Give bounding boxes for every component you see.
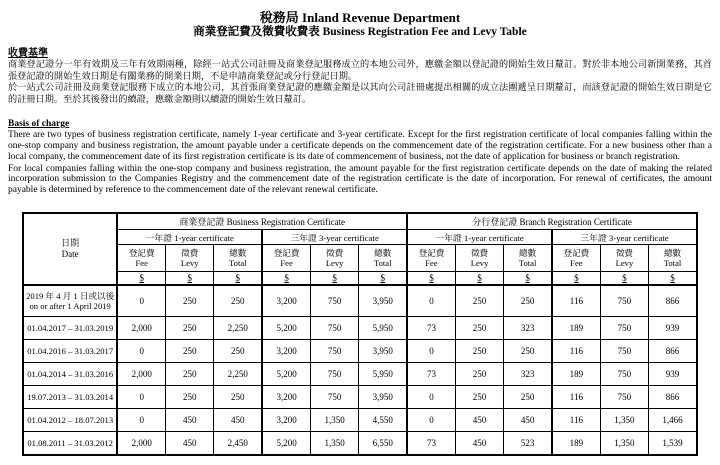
value-cell: 450 [455,432,503,456]
value-cell: 2,250 [214,317,262,340]
column-header-zh: 徵費 [181,247,199,258]
table-row [23,409,697,432]
value-cell: 116 [552,409,600,432]
column-header-en: Total [518,258,537,269]
date-cell-line2: on or after 1 April 2019 [29,301,111,312]
column-header-en: Total [229,258,247,269]
currency-symbol: $ [477,273,482,284]
currency-symbol: $ [574,273,579,284]
table-head [23,213,697,285]
value-cell: 750 [311,340,359,363]
value-cell: 750 [600,363,648,386]
value-cell: 750 [311,285,359,317]
currency-symbol-cell [311,272,359,286]
basis-heading-zh: 收費基準 [8,48,48,59]
column-header-zh: 總數 [518,247,537,258]
value-cell: 0 [407,386,455,409]
currency-symbol-cell [552,272,600,286]
value-cell: 0 [117,409,165,432]
table-row [23,363,697,386]
column-header-en: Levy [325,258,344,269]
value-cell: 323 [504,363,552,386]
value-cell: 750 [600,285,648,317]
group-header-business: 商業登記證 Business Registration Certificate [117,213,407,230]
column-header [117,245,165,272]
value-cell: 450 [214,409,262,432]
value-cell: 866 [649,340,697,363]
value-cell: 250 [455,317,503,340]
column-header-en: Fee [135,258,148,269]
table-row [23,386,697,409]
column-header [504,245,552,272]
header-row-columns [23,245,697,272]
table-row [23,317,697,340]
header-row-cert-types [23,230,697,245]
currency-symbol-cell [649,272,697,286]
value-cell: 1,466 [649,409,697,432]
column-header [262,245,310,272]
cert-type-header: 三年證 3-year certificate [262,230,407,245]
date-cell-line1: 01.08.2011 – 31.03.2012 [27,438,113,448]
cert-type-header: 一年證 1-year certificate [407,230,552,245]
date-cell-line1: 01.04.2017 – 31.03.2019 [27,323,114,333]
currency-symbol: $ [525,273,530,284]
column-header [649,245,697,272]
value-cell: 250 [455,363,503,386]
table-body [23,285,697,455]
column-header-en: Levy [180,258,199,269]
value-cell: 6,550 [359,432,407,456]
value-cell: 750 [311,386,359,409]
value-cell: 2,250 [214,363,262,386]
date-cell [23,363,117,386]
column-header-zh: 徵費 [470,247,489,258]
value-cell: 939 [649,317,697,340]
header-row-currency [23,272,697,286]
column-header [407,245,455,272]
column-header-zh: 登記費 [418,247,445,258]
value-cell: 4,550 [359,409,407,432]
group-header-branch: 分行登記證 Branch Registration Certificate [407,213,697,230]
column-header-zh: 總數 [229,247,247,258]
column-header [600,245,648,272]
column-header-zh: 徵費 [615,247,634,258]
value-cell: 1,350 [311,432,359,456]
value-cell: 750 [600,340,648,363]
value-cell: 2,450 [214,432,262,456]
date-cell [23,409,117,432]
column-header-en: Fee [570,258,583,269]
value-cell: 73 [407,317,455,340]
value-cell: 750 [311,317,359,340]
currency-symbol-cell [359,272,407,286]
column-header-zh: 總數 [374,247,392,258]
value-cell: 3,200 [262,285,310,317]
column-header [359,245,407,272]
page-title: 稅務局 Inland Revenue Department [259,10,461,25]
value-cell: 0 [117,386,165,409]
value-cell: 73 [407,432,455,456]
column-header-en: Total [663,258,682,269]
value-cell: 1,350 [600,432,648,456]
value-cell: 250 [166,285,214,317]
value-cell: 250 [504,285,552,317]
column-header-en: Fee [280,258,293,269]
value-cell: 3,950 [359,285,407,317]
value-cell: 0 [407,340,455,363]
column-header [214,245,262,272]
currency-symbol: $ [139,273,144,284]
value-cell: 250 [166,340,214,363]
column-header [552,245,600,272]
value-cell: 116 [552,340,600,363]
date-cell [23,340,117,363]
value-cell: 5,200 [262,363,310,386]
value-cell: 2,000 [117,317,165,340]
currency-symbol-cell [600,272,648,286]
column-header-en: Levy [470,258,489,269]
date-cell-line1: 2019 年 4 月 1 日或以後 [26,290,115,301]
value-cell: 250 [166,317,214,340]
currency-symbol: $ [670,273,675,284]
value-cell: 250 [214,340,262,363]
value-cell: 250 [504,386,552,409]
currency-symbol-cell [455,272,503,286]
currency-symbol-cell [117,272,165,286]
table-row [23,432,697,456]
column-header-en: Fee [425,258,438,269]
value-cell: 250 [166,386,214,409]
date-cell-line1: 01.04.2014 – 31.03.2016 [27,369,114,379]
currency-symbol-cell [214,272,262,286]
column-header [455,245,503,272]
currency-symbol: $ [622,273,627,284]
value-cell: 0 [407,285,455,317]
column-header-zh: 登記費 [563,247,590,258]
value-cell: 1,539 [649,432,697,456]
currency-symbol-cell [504,272,552,286]
value-cell: 0 [407,409,455,432]
currency-symbol: $ [284,273,289,284]
value-cell: 523 [504,432,552,456]
value-cell: 250 [166,363,214,386]
value-cell: 116 [552,386,600,409]
value-cell: 5,950 [359,363,407,386]
value-cell: 750 [600,386,648,409]
basis-heading-en: Basis of charge [8,118,70,129]
date-cell-line1: 01.04.2016 – 31.03.2017 [27,346,114,356]
column-header-en: Total [373,258,392,269]
value-cell: 450 [455,409,503,432]
date-cell [23,317,117,340]
value-cell: 5,950 [359,317,407,340]
value-cell: 3,950 [359,386,407,409]
value-cell: 450 [166,409,214,432]
value-cell: 3,950 [359,340,407,363]
value-cell: 939 [649,363,697,386]
value-cell: 250 [455,340,503,363]
column-header-zh: 登記費 [273,247,300,258]
basis-paragraph-en-2: For local companies falling within the one-stop company and business registration, the amount payable for the first registration certificate depends on the date of making the related incorporation submission to the Companies Registry and the commencement date of the registration certificate is the date of incorporation. For renewal of certificates, the amount payable is determined by reference to the commencement date of the relevant renewal certificate. [8,163,712,196]
value-cell: 2,000 [117,432,165,456]
value-cell: 189 [552,432,600,456]
currency-symbol: $ [332,273,337,284]
date-column-header [23,213,117,285]
value-cell: 450 [166,432,214,456]
value-cell: 450 [504,409,552,432]
value-cell: 1,350 [600,409,648,432]
value-cell: 250 [455,386,503,409]
value-cell: 5,200 [262,317,310,340]
basis-paragraph-zh-2: 於一站式公司註冊及商業登記服務下成立的本地公司，其首張商業登記證的應繳金額是以其向公司註冊處提出相關的成立法團遞呈日期釐訂，而該登記證的開始生效日期是它的註冊日期。至於其後發出的續證，應繳金額則以續證的開始生效日釐訂。 [8,82,712,105]
column-header-zh: 登記費 [128,247,155,258]
value-cell: 3,200 [262,340,310,363]
table-row [23,340,697,363]
value-cell: 1,350 [311,409,359,432]
table-row [23,285,697,317]
date-header-en: Date [61,249,79,260]
fee-levy-table [22,212,698,456]
page-subtitle: 商業登記費及徵費收費表 Business Registration Fee and Levy Table [193,26,527,38]
value-cell: 250 [455,285,503,317]
value-cell: 3,200 [262,386,310,409]
currency-symbol-cell [407,272,455,286]
date-cell [23,386,117,409]
currency-symbol: $ [187,273,192,284]
header-row-groups [23,213,697,230]
date-cell [23,285,117,317]
basis-paragraph-zh-1: 商業登記證分一年有效期及三年有效期兩種，除經一站式公司註冊及商業登記服務成立的本地公司外，應繳金額以登記證的開始生效日釐訂。對於非本地公司新開業務，其首張登記證的開始生效日期是有關業務的開業日期，不是申請商業登記或分行登記日期。 [8,59,712,81]
date-header-zh: 日期 [61,238,80,249]
cert-type-header: 三年證 3-year certificate [552,230,697,245]
currency-symbol: $ [429,273,434,284]
currency-symbol: $ [380,273,385,284]
value-cell: 189 [552,317,600,340]
value-cell: 0 [117,340,165,363]
value-cell: 0 [117,285,165,317]
date-cell-line1: 19.07.2013 – 31.03.2014 [27,392,114,402]
value-cell: 5,200 [262,432,310,456]
currency-symbol-cell [262,272,310,286]
date-cell [23,432,117,456]
column-header-en: Levy [615,258,634,269]
currency-symbol-cell [166,272,214,286]
value-cell: 250 [504,340,552,363]
date-cell-line1: 01.04.2012 – 18.07.2013 [27,415,114,425]
column-header-zh: 總數 [663,247,682,258]
value-cell: 866 [649,285,697,317]
value-cell: 750 [600,317,648,340]
column-header [311,245,359,272]
value-cell: 73 [407,363,455,386]
value-cell: 866 [649,386,697,409]
value-cell: 189 [552,363,600,386]
value-cell: 750 [311,363,359,386]
basis-paragraph-en-1: There are two types of business registration certificate, namely 1-year certificate and 3-year certificate. Except for the first registration certificate of local companies falling within the one-stop company and business registration, the amount payable under a certificate depends on the commencement date of the registration certificate. For a new business other than a local company, the commencement date of its first registration certificate is its date of commencement of business, not the date of application for business or branch registration. [8,129,712,162]
cert-type-header: 一年證 1-year certificate [117,230,262,245]
value-cell: 3,200 [262,409,310,432]
currency-symbol: $ [235,273,241,284]
column-header [166,245,214,272]
value-cell: 323 [504,317,552,340]
value-cell: 2,000 [117,363,165,386]
value-cell: 250 [214,386,262,409]
column-header-zh: 徵費 [326,247,344,258]
value-cell: 250 [214,285,262,317]
value-cell: 116 [552,285,600,317]
